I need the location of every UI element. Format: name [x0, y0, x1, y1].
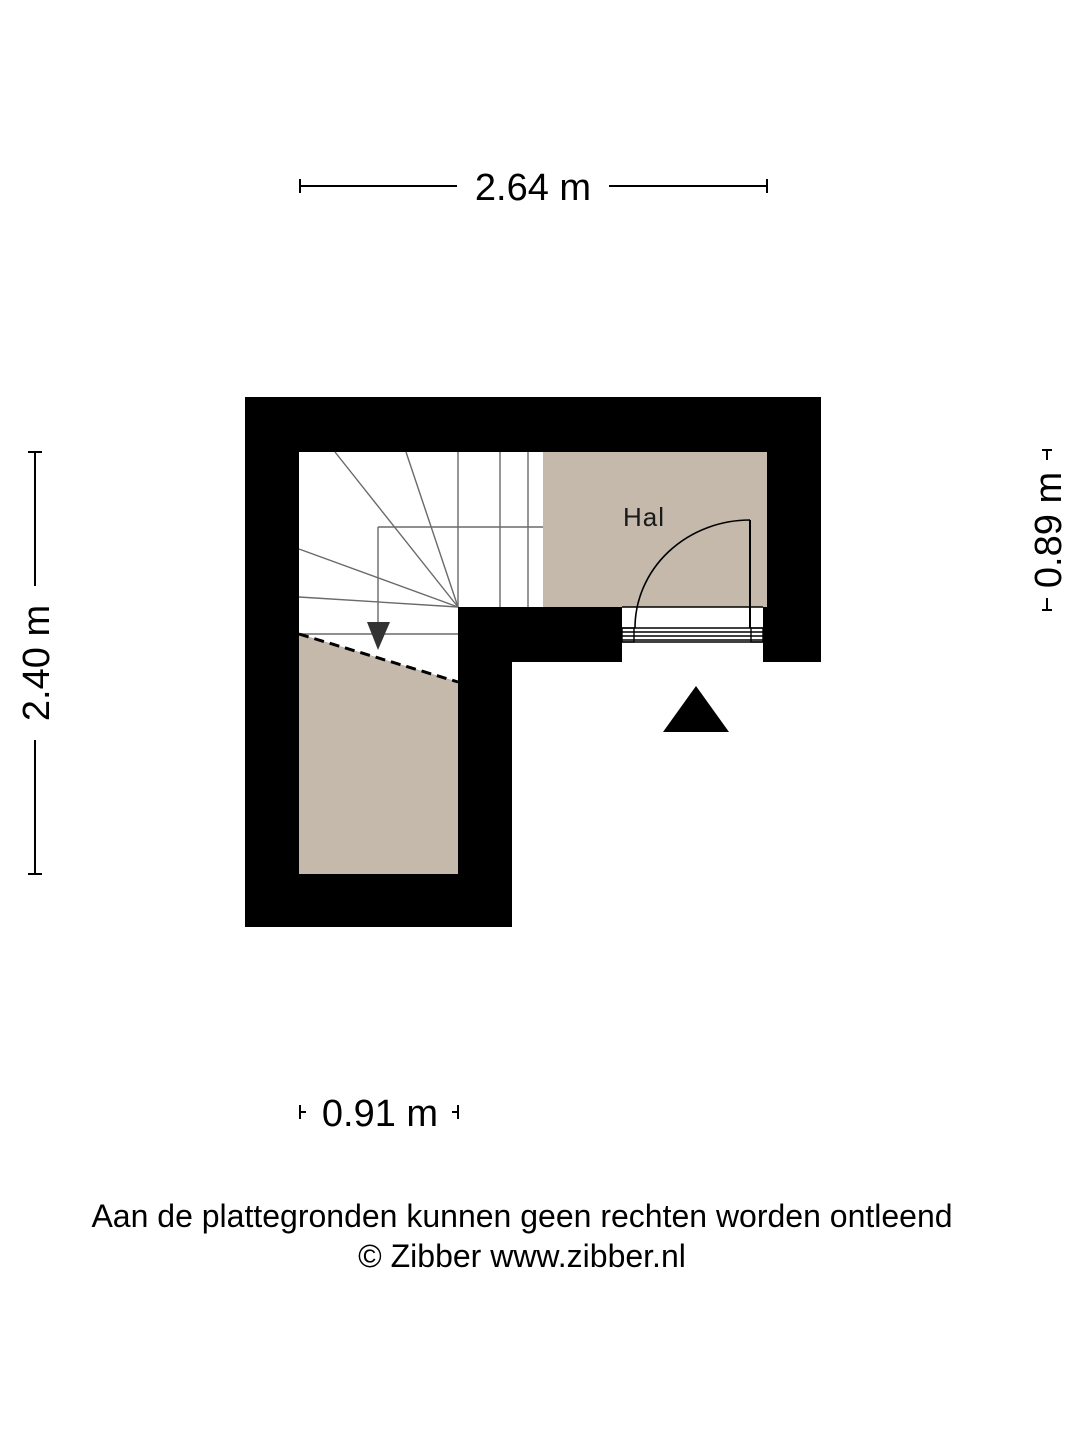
hal-room — [543, 452, 767, 607]
dimension-right-label: 0.89 m — [1028, 471, 1070, 589]
disclaimer-text: Aan de plattegronden kunnen geen rechten worden ontleend — [91, 1198, 953, 1234]
entrance-triangle-icon — [663, 686, 729, 732]
dimension-right — [1028, 450, 1070, 610]
dimension-left-label: 2.40 m — [16, 604, 58, 722]
dimension-left — [16, 452, 58, 874]
dimension-bottom — [300, 1093, 458, 1135]
dimension-top — [300, 167, 767, 209]
dimension-bottom-label: 0.91 m — [321, 1093, 439, 1135]
dimension-top-label: 2.64 m — [474, 167, 592, 209]
copyright-text: © Zibber www.zibber.nl — [358, 1238, 686, 1274]
hal-room-label: Hal — [622, 502, 666, 532]
footer-disclaimer — [0, 1196, 1044, 1276]
